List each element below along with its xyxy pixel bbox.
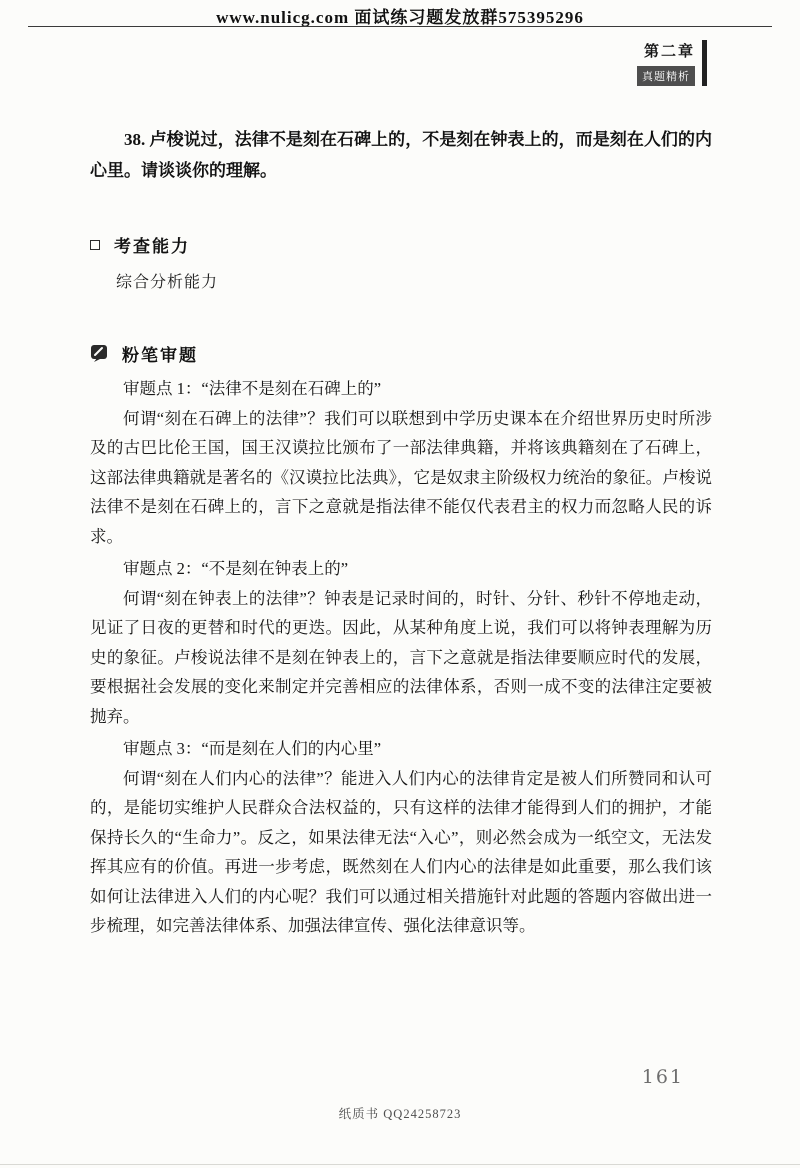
- header-divider: [28, 26, 772, 27]
- review-point-3-heading: 审题点 3：“而是刻在人们的内心里”: [123, 739, 382, 758]
- scan-bottom-edge: [0, 1164, 800, 1165]
- question-text: 38. 卢梭说过，法律不是刻在石碑上的，不是刻在钟表上的，而是刻在人们的内心里。请谈谈你的理解。: [90, 130, 712, 180]
- review-section-title: 粉笔审题: [122, 346, 198, 365]
- review-point-3-paragraph: 何谓“刻在人们内心的法律”？能进入人们内心的法律肯定是被人们所赞同和认可的，是能切实维护人民群众合法权益的，只有这样的法律才能得到人们的拥护，才能保持长久的“生命力”。反之，如果法律无法“入心”，则必然会成为一纸空文，无法发挥其应有的价值。再进一步考虑，既然刻在人们内心的法律是如此重要，那么我们该如何让法律进入人们的内心呢？我们可以通过相关措施针对此题的答题内容做出进一步梳理，如完善法律体系、加强法律宣传、强化法律意识等。: [90, 768, 712, 935]
- review-section-heading: [90, 341, 712, 366]
- page-number: 161: [641, 1066, 684, 1088]
- chapter-header: [637, 40, 707, 86]
- scan-watermark-header: www.nulicg.com 面试练习题发放群575395296: [216, 8, 584, 27]
- review-point-1-paragraph: 何谓“刻在石碑上的法律”？我们可以联想到中学历史课本在介绍世界历史时所涉及的古巴比伦王国，国王汉谟拉比颁布了一部法律典籍，并将该典籍刻在了石碑上，这部法律典籍就是著名的《汉谟拉比法典》，它是奴隶主阶级权力统治的象征。卢梭说法律不是刻在石碑上的，言下之意就是指法律不能仅代表君主的权力而忽略人民的诉求。: [90, 408, 712, 546]
- review-point-2-heading: 审题点 2：“不是刻在钟表上的”: [123, 559, 349, 578]
- review-point-1-heading: 审题点 1：“法律不是刻在石碑上的”: [123, 379, 382, 398]
- fenbi-logo-icon: [90, 344, 108, 364]
- page-content: [90, 124, 712, 941]
- ability-body-text: 综合分析能力: [116, 274, 219, 291]
- footer-watermark-note: 纸质书 QQ24258723: [338, 1107, 462, 1121]
- chapter-title: 第二章: [643, 44, 695, 60]
- chapter-texts: [637, 40, 695, 86]
- chapter-subtitle-badge: 真题精析: [637, 66, 695, 86]
- chapter-accent-bar: [702, 40, 707, 86]
- square-bullet-icon: [90, 240, 100, 250]
- ability-section-title: 考查能力: [114, 237, 190, 256]
- review-point-2-paragraph: 何谓“刻在钟表上的法律”？钟表是记录时间的，时针、分针、秒针不停地走动，见证了日夜的更替和时代的更迭。因此，从某种角度上说，我们可以将钟表理解为历史的象征。卢梭说法律不是刻在钟表上的，言下之意就是指法律要顺应时代的发展，要根据社会发展的变化来制定并完善相应的法律体系，否则一成不变的法律注定要被抛弃。: [90, 588, 712, 726]
- ability-section-heading: [90, 232, 712, 257]
